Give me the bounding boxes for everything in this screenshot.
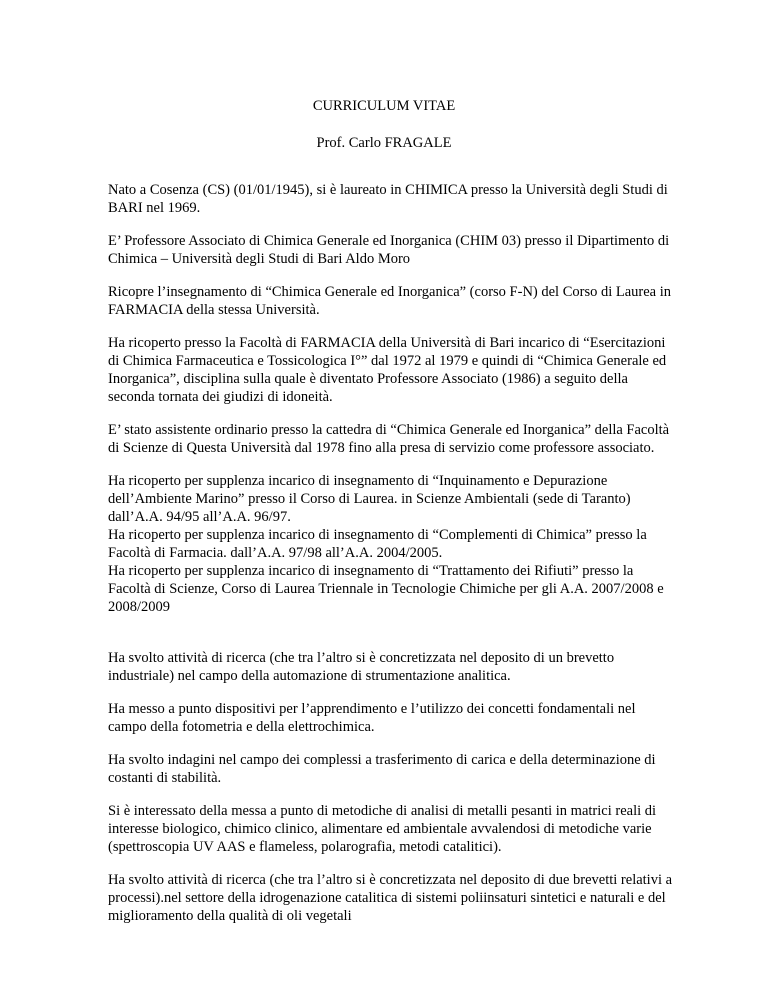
document-body [108,181,696,940]
paragraph [108,283,696,319]
paragraph-line: seconda tornata dei giudizi di idoneità. [108,389,333,405]
paragraph-line: (spettroscopia UV AAS e flameless, polarografia, metodi catalitici). [108,839,502,855]
document-title: CURRICULUM VITAE [312,98,456,114]
paragraph-line: FARMACIA della stessa Università. [108,302,320,318]
paragraph [108,649,696,685]
paragraph-line: Nato a Cosenza (CS) (01/01/1945), si è laureato in CHIMICA presso la Università degli Studi di [108,182,668,198]
paragraph-line: Ha ricoperto per supplenza incarico di insegnamento di “Inquinamento e Depurazione [108,473,608,489]
paragraph [108,802,696,856]
paragraph [108,472,696,616]
paragraph-line: Ha messo a punto dispositivi per l’apprendimento e l’utilizzo dei concetti fondamentali nel [108,701,636,717]
paragraph-line: Inorganica”, disciplina sulla quale è diventato Professore Associato (1986) a seguito della [108,371,628,387]
paragraph-line: Ha ricoperto per supplenza incarico di insegnamento di “Trattamento dei Rifiuti” presso la [108,563,634,579]
paragraph-line: Ricopre l’insegnamento di “Chimica Generale ed Inorganica” (corso F-N) del Corso di Laurea in [108,284,672,300]
paragraph-line: Ha ricoperto per supplenza incarico di insegnamento di “Complementi di Chimica” presso la [108,527,647,543]
paragraph-line: E’ Professore Associato di Chimica Generale ed Inorganica (CHIM 03) presso il Dipartimento di [108,233,670,249]
paragraph-line: Ha svolto attività di ricerca (che tra l’altro si è concretizzata nel deposito di due brevetti relativi a [108,872,673,888]
paragraph [108,751,696,787]
paragraph [108,334,696,406]
paragraph-line: miglioramento della qualità di oli vegetali [108,908,352,924]
paragraph [108,700,696,736]
paragraph-line: di Chimica Farmaceutica e Tossicologica I°” dal 1972 al 1979 e quindi di “Chimica Generale ed [108,353,667,369]
paragraph [108,421,696,457]
paragraph-line: di Scienze di Questa Università dal 1978 fino alla presa di servizio come professore associato. [108,440,655,456]
paragraph-line: Ha svolto attività di ricerca (che tra l’altro si è concretizzata nel deposito di un brevetto [108,650,615,666]
paragraph-line: industriale) nel campo della automazione di strumentazione analitica. [108,668,511,684]
paragraph-line: Chimica – Università degli Studi di Bari Aldo Moro [108,251,411,267]
paragraph-line: processi).nel settore della idrogenazione catalitica di sistemi poliinsaturi sintetici e naturali e del [108,890,666,906]
paragraph-line: Ha svolto indagini nel campo dei complessi a trasferimento di carica e della determinazione di [108,752,656,768]
paragraph-line: BARI nel 1969. [108,200,201,216]
paragraph [108,871,696,925]
paragraph-line: Facoltà di Scienze, Corso di Laurea Triennale in Tecnologie Chimiche per gli A.A. 2007/2008 e [108,581,664,597]
paragraph-line: E’ stato assistente ordinario presso la cattedra di “Chimica Generale ed Inorganica” della Facoltà [108,422,670,438]
paragraph [108,232,696,268]
paragraph-line: Facoltà di Farmacia. dall’A.A. 97/98 all’A.A. 2004/2005. [108,545,443,561]
author-name: Prof. Carlo FRAGALE [316,135,452,151]
paragraph-line: interesse biologico, chimico clinico, alimentare ed ambientale avvalendosi di metodiche varie [108,821,652,837]
paragraph-line: 2008/2009 [108,599,171,615]
paragraph-line: dall’A.A. 94/95 all’A.A. 96/97. [108,509,291,525]
paragraph-line: Ha ricoperto presso la Facoltà di FARMACIA della Università di Bari incarico di “Esercitazioni [108,335,666,351]
paragraph-line: campo della fotometria e della elettrochimica. [108,719,375,735]
paragraph-line: Si è interessato della messa a punto di metodiche di analisi di metalli pesanti in matrici reali di [108,803,657,819]
paragraph-line: dell’Ambiente Marino” presso il Corso di Laurea. in Scienze Ambientali (sede di Taranto) [108,491,631,507]
paragraph-line: costanti di stabilità. [108,770,222,786]
paragraph [108,181,696,217]
